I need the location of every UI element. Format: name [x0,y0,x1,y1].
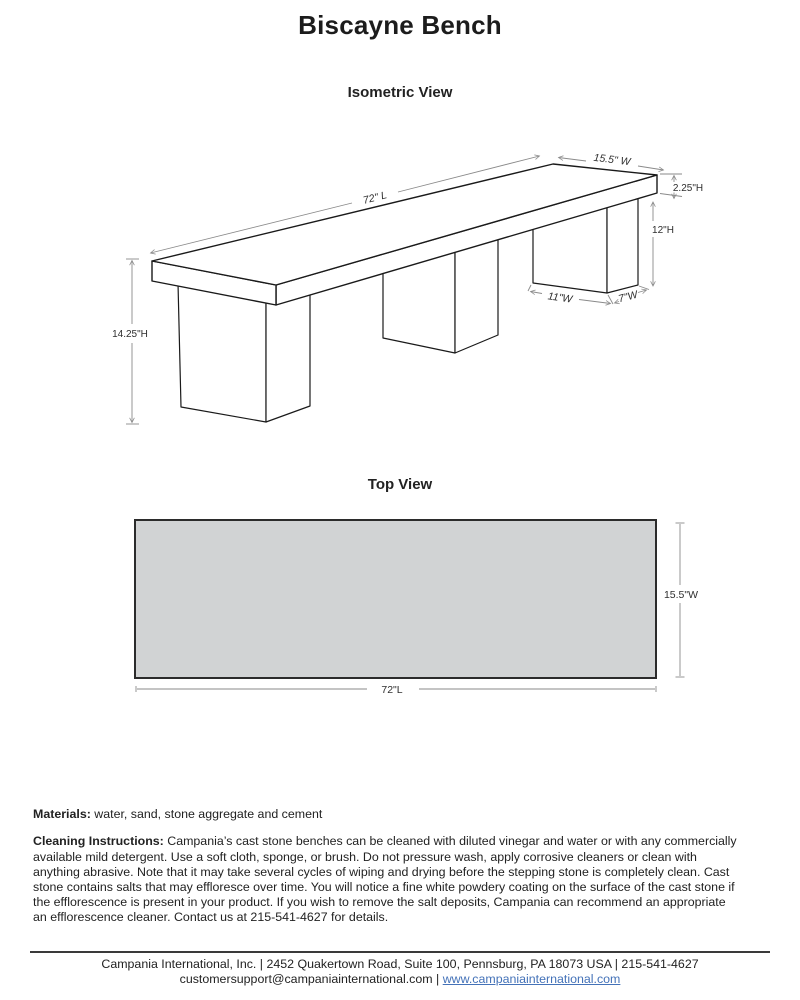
dimension-slab-height [660,174,703,199]
isometric-view-heading: Isometric View [347,84,453,101]
cleaning-label: Cleaning Instructions: [33,834,164,849]
leg-depth-dimension-label: 7"W [617,288,639,306]
footer [30,951,770,986]
bench-leg-right-side [607,196,638,293]
top-view-width-label: 15.5"W [663,589,699,601]
cleaning-text: Campania’s cast stone benches can be cleaned with diluted vinegar and water or with any commercially available mild detergent. Use a soft cloth, sponge, or brush. Do not pressure wash, apply corrosive cleaners or clean with anything abrasive. Note that it may take several cycles of wiping and drying before the stepping stone is completely clean. Cast stone contains salts that may effloresce over time. You will notice a fine white powdery coating on the surface of the cast stone if the efflorescence is present in your product. If you wish to remove the salt deposits, Campania can recommend an appropriate an efflorescence cleaner. Contact us at 215-541-4627 for details. [33,834,737,925]
top-view-slab-rect [135,520,656,678]
width-dimension-label: 15.5" W [592,151,632,169]
leg-height-dimension-label: 12"H [652,225,674,236]
top-view-width-dimension [664,523,698,677]
top-view-heading: Top View [367,476,433,493]
dimension-leg-height [652,202,674,286]
materials-label: Materials: [33,807,91,822]
materials-text: water, sand, stone aggregate and cement [90,807,323,822]
bench-isometric-drawing [0,130,800,460]
slab-height-dimension-label: 2.25"H [672,183,704,194]
top-view-length-dimension [136,684,656,696]
footer-website-link[interactable]: www.campaniainternational.com [442,972,621,986]
footer-contact-line [30,972,770,986]
bench-top-view-drawing [0,500,800,710]
materials-line [33,807,763,822]
length-dimension-label: 72" L [361,189,389,207]
bench-leg-middle-side [455,238,498,353]
bench-leg-left-front [178,283,266,422]
bench-leg-left-side [266,289,310,422]
leg-width-dimension-label: 11"W [547,290,573,306]
footer-email: customersupport@campaniainternational.com [179,972,433,986]
cleaning-instructions [33,834,741,925]
footer-company-line: Campania International, Inc. | 2452 Quakertown Road, Suite 100, Pennsburg, PA 18073 USA | 215-541-4627 [101,957,699,971]
page-title: Biscayne Bench [298,10,502,40]
dimension-total-height [112,259,148,424]
footer-separator: | [432,972,443,986]
total-height-dimension-label: 14.25"H [112,329,148,340]
top-view-length-label: 72"L [381,684,403,696]
